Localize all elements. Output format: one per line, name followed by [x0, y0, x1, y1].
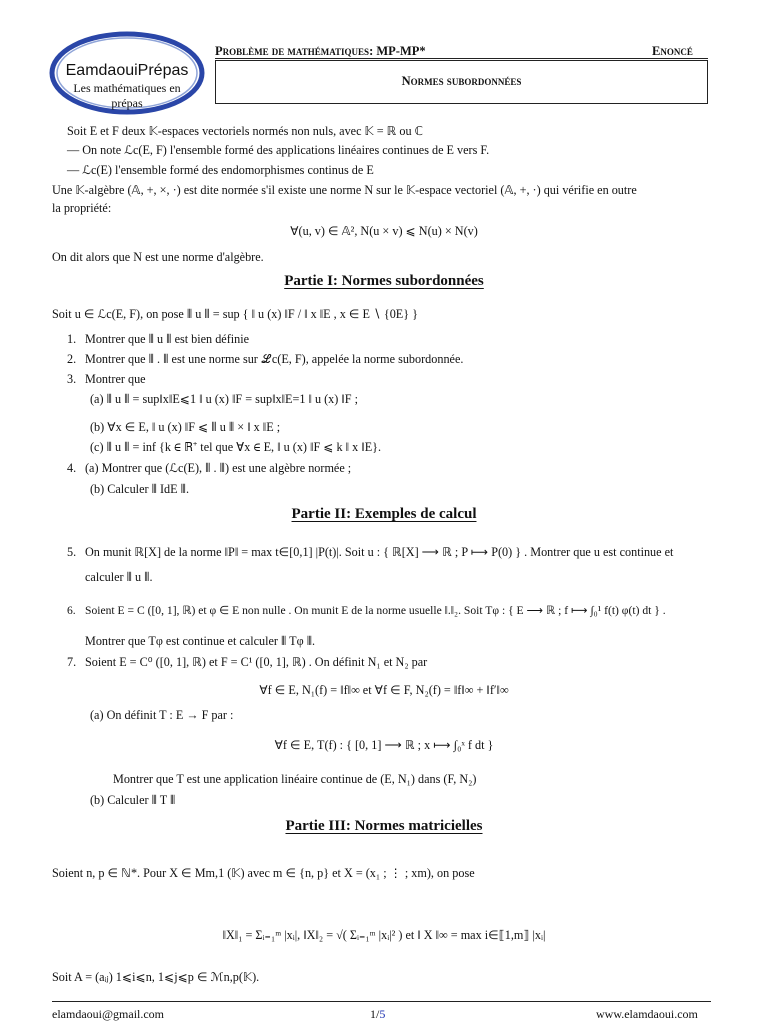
part2-q5b: calculer ⦀ u ⦀. [85, 570, 153, 584]
intro-line-4: Une 𝕂-algèbre (𝔸, +, ×, ·) est dite normée s'il existe une norme N sur le 𝕂-espace vectoriel (𝔸, +, ·) qui vérifie en outre [52, 183, 637, 197]
part2-q7-T-definition: ∀f ∈ E, T(f) : { [0, 1] ⟶ ℝ ; x ⟼ ∫₀ˣ f dt } [274, 738, 494, 752]
logo [48, 30, 206, 116]
footer-page-indicator: 1/5 [370, 1007, 386, 1021]
footer-email[interactable]: elamdaoui@gmail.com [52, 1007, 165, 1021]
part2-q6a-text: Soient E = C ([0, 1], ℝ) et φ ∈ E non nulle . On munit E de la norme usuelle ‖.‖₂. Soit Tφ : { E ⟶ ℝ ; f ⟼ ∫₀¹ f(t) φ(t) dt } . [85, 604, 666, 617]
part2-title: Partie II: Exemples de calcul [291, 506, 477, 522]
part1-q3-text: Montrer que [85, 372, 146, 386]
part1-q3c: (c) ⦀ u ⦀ = inf {k ∈ ℝ⁺ tel que ∀x ∈ E, ‖ u (x) ‖F ⩽ k ‖ x ‖E}. [90, 440, 382, 454]
intro-line-6: On dit alors que N est une norme d'algèbre. [52, 250, 264, 264]
part1-q4: 4. (a) Montrer que (ℒc(E), ⦀ . ⦀) est une algèbre normée ; [67, 461, 352, 475]
header-left: Problème de mathématiques: MP-MP* [215, 44, 426, 58]
footer-total-pages[interactable]: 5 [379, 1007, 386, 1021]
part3-norms: ‖X‖₁ = Σᵢ₌₁ᵐ |xᵢ|, ‖X‖₂ = √( Σᵢ₌₁ᵐ |xᵢ|² ) et ‖ X ‖∞ = max i∈⟦1,m⟧ |xᵢ| [222, 928, 546, 942]
part1-q4b: (b) Calculer ⦀ IdE ⦀. [90, 482, 190, 496]
part2-q5: 5. On munit ℝ[X] de la norme ‖P‖ = max t∈[0,1] |P(t)|. Soit u : { ℝ[X] ⟶ ℝ ; P ⟼ P(0) } . Montrer que u est continue et [67, 545, 674, 559]
part1-q2: 2. Montrer que ⦀ . ⦀ est une norme sur ℒc(E, F), appelée la norme subordonnée. [67, 352, 464, 366]
footer-page: 1 [370, 1007, 376, 1021]
part3-line-2: Soit A = (aᵢⱼ) 1⩽i⩽n, 1⩽j⩽p ∈ ℳn,p(𝕂). [52, 970, 260, 984]
part1-q1: 1. Montrer que ⦀ u ⦀ est bien définie [67, 332, 250, 346]
part3-title: Partie III: Normes matricielles [285, 818, 483, 834]
intro-line-5: la propriété: [52, 201, 112, 215]
part2-q6: 6. Soient E = C ([0, 1], ℝ) et φ ∈ E non nulle . On munit E de la norme usuelle ‖.‖₂. Soit Tφ : { E ⟶ ℝ ; f ⟼ ∫₀¹ f(t) φ(t) dt } . [67, 604, 666, 617]
part2-q5a-text: On munit ℝ[X] de la norme ‖P‖ = max t∈[0,1] |P(t)|. Soit u : { ℝ[X] ⟶ ℝ ; P ⟼ P(0) } . Montrer que u est continue et [85, 545, 674, 559]
intro-line-3: — ℒc(E) l'ensemble formé des endomorphismes continus de E [67, 163, 374, 177]
intro-line-1: Soit E et F deux 𝕂-espaces vectoriels normés non nuls, avec 𝕂 = ℝ ou ℂ [67, 124, 424, 138]
part1-q1-text: Montrer que ⦀ u ⦀ est bien définie [85, 332, 250, 346]
part1-q4a-text: (a) Montrer que (ℒc(E), ⦀ . ⦀) est une algèbre normée ; [85, 461, 352, 475]
footer-rule [52, 1001, 711, 1002]
intro-line-2: — On note ℒc(E, F) l'ensemble formé des applications linéaires continues de E vers F. [67, 143, 490, 157]
part2-q7: 7. Soient E = C⁰ ([0, 1], ℝ) et F = C¹ ([0, 1], ℝ) . On définit N₁ et N₂ par [67, 655, 428, 669]
part1-definition: Soit u ∈ ℒc(E, F), on pose ⦀ u ⦀ = sup { ‖ u (x) ‖F / ‖ x ‖E , x ∈ E ∖ {0E} } [52, 307, 418, 321]
doc-title: Normes subordonnées [401, 74, 522, 88]
title-box [215, 60, 708, 104]
part1-q2-text: Montrer que ⦀ . ⦀ est une norme sur ℒc(E, F), appelée la norme subordonnée. [85, 352, 464, 366]
part2-q7-formula: ∀f ∈ E, N₁(f) = ‖f‖∞ et ∀f ∈ F, N₂(f) = ‖f‖∞ + ‖f′‖∞ [259, 683, 509, 697]
header-rule [215, 58, 708, 59]
part3-line-1: Soient n, p ∈ ℕ*. Pour X ∈ Mm,1 (𝕂) avec m ∈ {n, p} et X = (x₁ ; ⋮ ; xm), on pose [52, 866, 475, 880]
header-right: Enoncé [652, 44, 693, 58]
part1-title: Partie I: Normes subordonnées [284, 273, 484, 289]
logo-name: EamdaouiPrépas [65, 62, 189, 79]
part2-q7a-text: Soient E = C⁰ ([0, 1], ℝ) et F = C¹ ([0, 1], ℝ) . On définit N₁ et N₂ par [85, 655, 428, 669]
part2-q7a: (a) On définit T : E → F par : [90, 708, 234, 722]
intro-formula: ∀(u, v) ∈ 𝔸², N(u × v) ⩽ N(u) × N(v) [290, 224, 478, 238]
part1-q3: 3. Montrer que [67, 372, 146, 386]
part2-q6b: Montrer que Tφ est continue et calculer ⦀ Tφ ⦀. [85, 634, 316, 648]
part1-q3b: (b) ∀x ∈ E, ‖ u (x) ‖F ⩽ ⦀ u ⦀ × ‖ x ‖E ; [90, 420, 281, 434]
part1-q3a: (a) ⦀ u ⦀ = sup‖x‖E⩽1 ‖ u (x) ‖F = sup‖x‖E=1 ‖ u (x) ‖F ; [90, 392, 358, 406]
part2-q7b: (b) Calculer ⦀ T ⦀ [90, 793, 176, 807]
logo-tagline: Les mathématiques en prépas [73, 81, 181, 110]
footer-site[interactable]: www.elamdaoui.com [596, 1007, 698, 1021]
part2-q7a-question: Montrer que T est une application linéaire continue de (E, N₁) dans (F, N₂) [113, 772, 477, 786]
